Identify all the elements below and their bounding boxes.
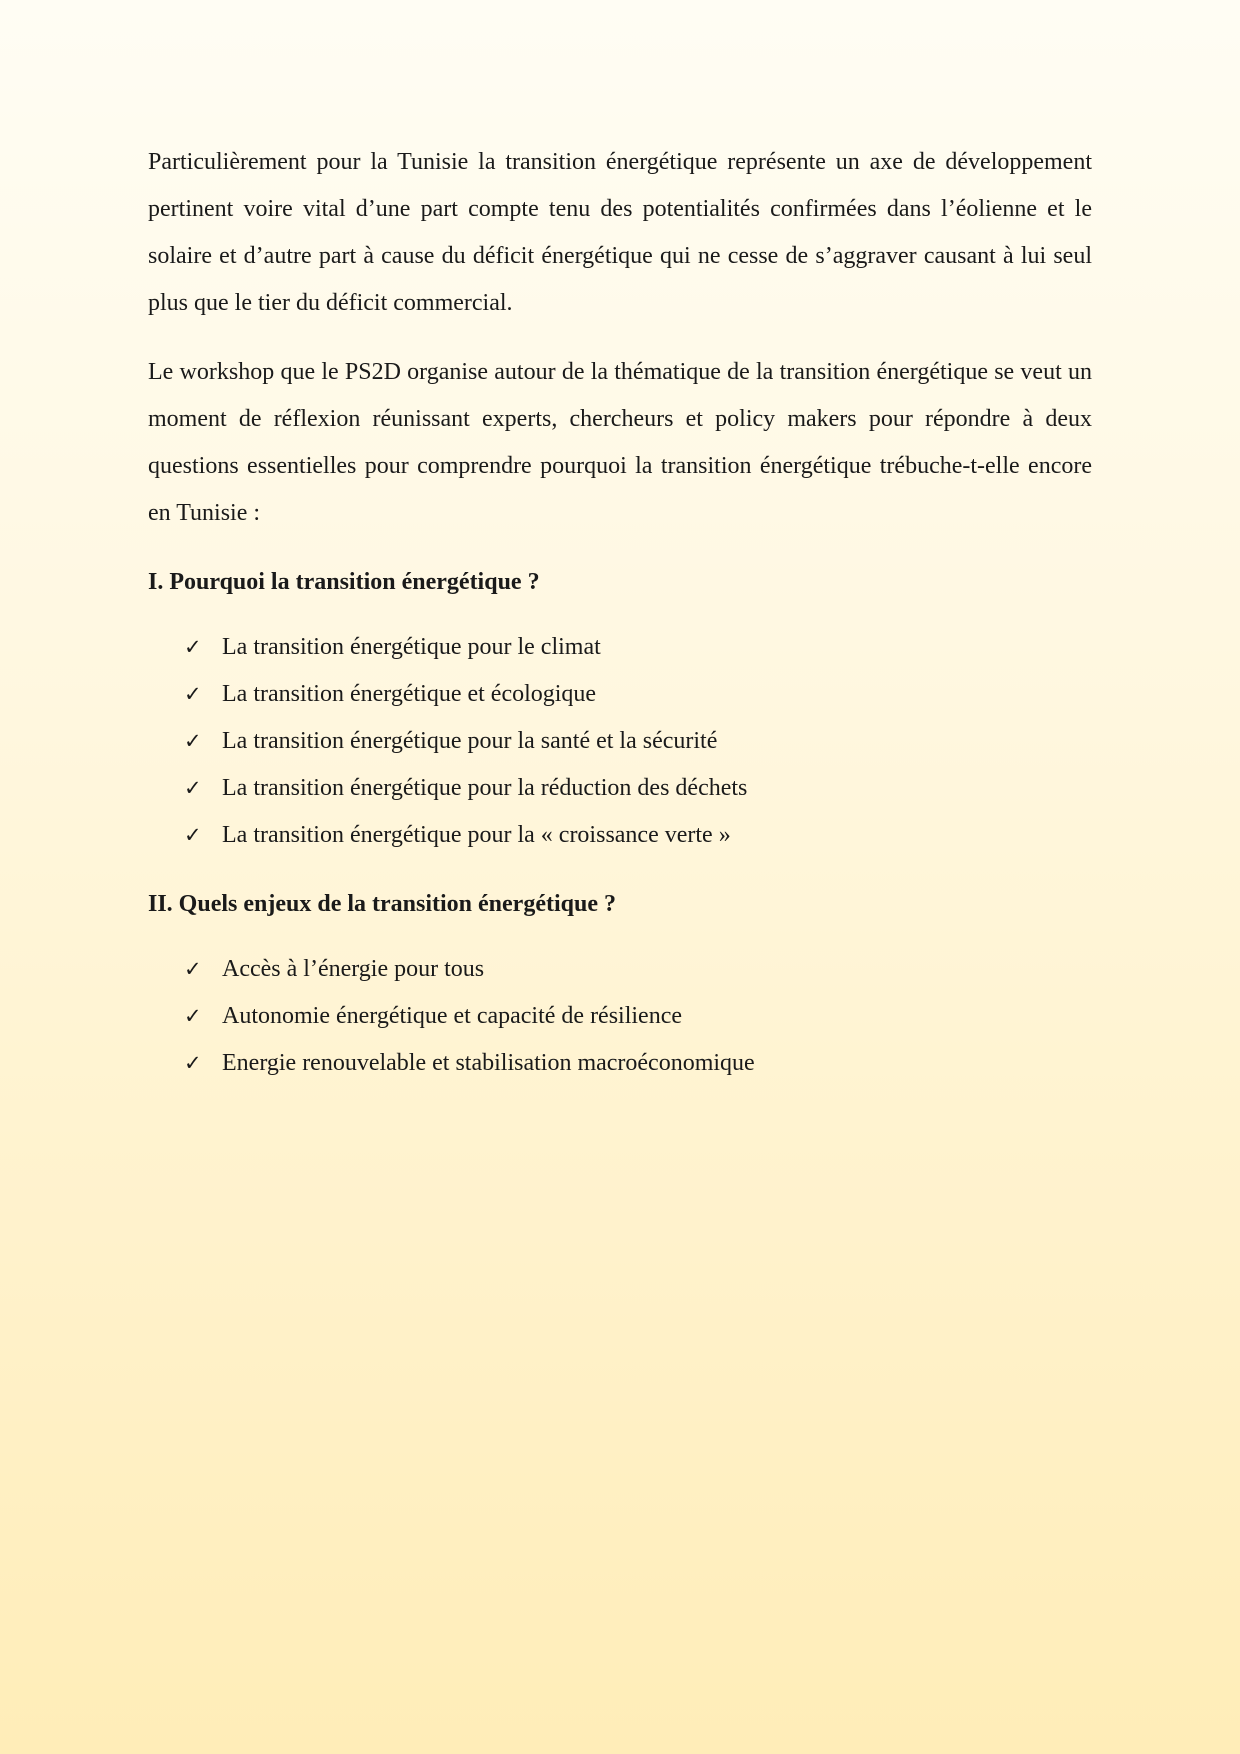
list-item-text: Autonomie énergétique et capacité de résilience xyxy=(222,1003,683,1029)
list-item-text: La transition énergétique pour le climat xyxy=(222,634,601,660)
section-heading: I. Pourquoi la transition énergétique ? xyxy=(148,569,540,595)
list-item-text: Accès à l’énergie pour tous xyxy=(222,956,485,982)
checkmark-icon: ✓ xyxy=(184,1004,202,1028)
checkmark-icon: ✓ xyxy=(184,957,202,981)
list-item xyxy=(184,671,1092,718)
list-item xyxy=(184,946,1092,993)
list-item xyxy=(184,624,1092,671)
checkmark-icon: ✓ xyxy=(184,823,202,847)
list-item xyxy=(184,812,1092,859)
checkmark-icon: ✓ xyxy=(184,776,202,800)
list-item-text: Energie renouvelable et stabilisation macroéconomique xyxy=(222,1050,755,1076)
list-item-text: La transition énergétique et écologique xyxy=(222,681,597,707)
list-item xyxy=(184,993,1092,1040)
workshop-paragraph: Le workshop que le PS2D organise autour de la thématique de la transition énergétique se veut un moment de réflexion réunissant experts, chercheurs et policy makers pour répondre à deux questions essentielles pour comprendre pourquoi la transition énergétique trébuche-t-elle encore en Tunisie : xyxy=(148,359,1092,526)
section-heading: II. Quels enjeux de la transition énergétique ? xyxy=(148,891,616,917)
list-item-text: La transition énergétique pour la santé et la sécurité xyxy=(222,728,718,754)
checkmark-icon: ✓ xyxy=(184,682,202,706)
list-item xyxy=(184,765,1092,812)
section-1-list xyxy=(148,624,1092,859)
section-2-list xyxy=(148,946,1092,1087)
list-item xyxy=(184,1040,1092,1087)
list-item-text: La transition énergétique pour la « croissance verte » xyxy=(222,822,731,848)
list-item xyxy=(184,718,1092,765)
checkmark-icon: ✓ xyxy=(184,729,202,753)
checkmark-icon: ✓ xyxy=(184,1051,202,1075)
checkmark-icon: ✓ xyxy=(184,635,202,659)
intro-paragraph: Particulièrement pour la Tunisie la transition énergétique représente un axe de développement pertinent voire vital d’une part compte tenu des potentialités confirmées dans l’éolienne et le solaire et d’autre part à cause du déficit énergétique qui ne cesse de s’aggraver causant à lui seul plus que le tier du déficit commercial. xyxy=(148,149,1092,316)
list-item-text: La transition énergétique pour la réduction des déchets xyxy=(222,775,748,801)
